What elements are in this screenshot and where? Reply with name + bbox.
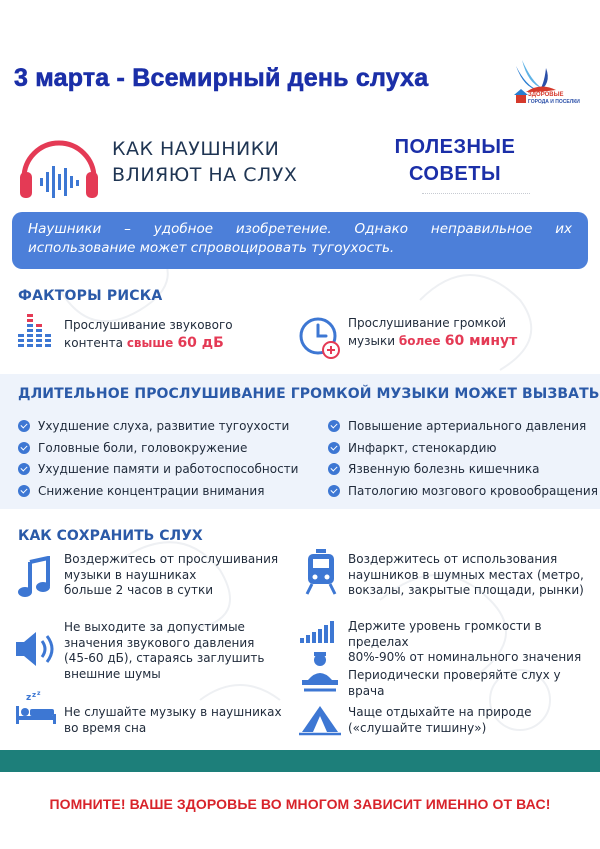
- tip-line: Периодически проверяйте слух у врача: [348, 668, 561, 698]
- list-item: [18, 440, 298, 462]
- list-item: [328, 418, 598, 440]
- keep-hearing-heading: КАК СОХРАНИТЬ СЛУХ: [18, 528, 203, 544]
- tip-noisy-places: [348, 552, 584, 599]
- tip-line: значения звукового давления: [64, 635, 255, 650]
- svg-text:z: z: [26, 693, 32, 703]
- check-icon: [328, 420, 340, 432]
- risk-item-duration-line2: [348, 332, 517, 350]
- risk-item-duration-value: 60 минут: [444, 333, 518, 349]
- equalizer-icon: [16, 312, 58, 352]
- tips-heading-line1: ПОЛЕЗНЫЕ: [394, 136, 516, 158]
- list-item-label: Ухудшение памяти и работоспособности: [38, 462, 299, 476]
- tip-sound-pressure: [64, 620, 264, 682]
- tip-check-hearing: [348, 668, 600, 699]
- risk-item-duration: [348, 314, 517, 350]
- list-item-label: Головные боли, головокружение: [38, 440, 248, 455]
- logo-caption-line1: ЗДОРОВЫЕ: [528, 92, 564, 98]
- list-item-label: Патологию мозгового кровообращения: [348, 483, 598, 498]
- list-item-label: Снижение концентрации внимания: [38, 483, 265, 498]
- tip-line: Не слушайте музыку в наушниках: [64, 705, 282, 719]
- tip-music-duration: [64, 552, 278, 599]
- tip-line: Держите уровень громкости в пределах: [348, 619, 542, 649]
- train-icon: [304, 548, 338, 596]
- tips-heading-line2: СОВЕТЫ: [408, 163, 502, 185]
- tip-line: музыки в наушниках: [64, 567, 197, 582]
- music-note-icon: [18, 556, 52, 598]
- tip-line: («слушайте тишину»): [348, 720, 487, 735]
- list-item: [18, 461, 298, 483]
- tip-line: во время сна: [64, 720, 147, 735]
- risk-item-volume-prefix: контента: [64, 336, 127, 350]
- svg-text:z: z: [32, 691, 37, 699]
- speaker-icon: [14, 628, 58, 670]
- tip-line: Воздержитесь от прослушивания: [64, 552, 279, 566]
- check-icon: [18, 463, 30, 475]
- footer-bar: [0, 750, 600, 772]
- tip-line: больше 2 часов в сутки: [64, 583, 214, 597]
- risk-factors-heading: ФАКТОРЫ РИСКА: [18, 288, 163, 304]
- logo-caption: [528, 92, 580, 106]
- risk-item-volume-accent: свыше: [126, 336, 178, 350]
- tip-sleep: [64, 705, 282, 736]
- headphones-heading-line1: КАК НАУШНИКИ: [112, 138, 280, 160]
- risk-item-volume-line1: Прослушивание звукового: [64, 318, 233, 332]
- check-icon: [18, 420, 30, 432]
- poster-title: 3 марта - Всемирный день слуха: [14, 64, 429, 92]
- tip-nature: [348, 705, 532, 736]
- effects-list-right: [328, 418, 598, 504]
- effects-heading: ДЛИТЕЛЬНОЕ ПРОСЛУШИВАНИЕ ГРОМКОЙ МУЗЫКИ МОЖЕТ ВЫЗВАТЬ: [18, 386, 600, 402]
- tip-line: внешние шумы: [64, 666, 161, 681]
- list-item-label: Ухудшение слуха, развитие тугоухости: [38, 419, 290, 433]
- list-item: [328, 461, 598, 483]
- list-item: [18, 483, 298, 505]
- risk-item-volume-value: 60 дБ: [177, 335, 224, 351]
- headphones-heading-line2: ВЛИЯЮТ НА СЛУХ: [112, 164, 298, 186]
- check-icon: [18, 442, 30, 454]
- list-item-label: Язвенную болезнь кишечника: [348, 462, 540, 476]
- risk-item-duration-line1: Прослушивание громкой: [348, 316, 507, 330]
- headphones-icon: [16, 134, 102, 202]
- divider: [422, 193, 530, 194]
- list-item-label: Инфаркт, стенокардию: [348, 440, 497, 455]
- tip-line: (45-60 дБ), стараясь заглушить: [64, 651, 265, 665]
- risk-item-duration-prefix: музыки: [348, 334, 399, 348]
- tip-line: наушников в шумных местах (метро,: [348, 567, 584, 582]
- check-icon: [328, 463, 340, 475]
- tip-line: Чаще отдыхайте на природе: [348, 705, 532, 719]
- sleeping-icon: [14, 690, 58, 726]
- tip-line: 80%-90% от номинального значения: [348, 650, 582, 664]
- check-icon: [328, 442, 340, 454]
- intro-line1: Наушники – удобное изобретение. Однако неправильное их: [28, 221, 572, 237]
- intro-banner: [12, 212, 588, 269]
- list-item: [18, 418, 298, 440]
- risk-item-volume-line2: [64, 334, 233, 352]
- clock-icon: [298, 316, 342, 360]
- intro-line2: использование может спровоцировать тугоухость.: [28, 240, 395, 256]
- doctor-icon: [298, 650, 342, 694]
- effects-list-left: [18, 418, 298, 504]
- list-item: [328, 483, 598, 505]
- tip-line: вокзалы, закрытые площади, рынки): [348, 583, 584, 597]
- headphones-heading: [112, 136, 297, 188]
- tent-icon: [298, 704, 342, 736]
- logo-caption-line2: ГОРОДА И ПОСЕЛКИ: [528, 99, 580, 105]
- tip-volume-level: [348, 619, 600, 666]
- list-item-label: Повышение артериального давления: [348, 419, 587, 433]
- tip-line: Не выходите за допустимые: [64, 620, 245, 634]
- risk-item-volume: [64, 316, 233, 352]
- risk-item-duration-accent: более: [398, 334, 445, 348]
- tip-line: Воздержитесь от использования: [348, 552, 558, 566]
- check-icon: [18, 485, 30, 497]
- tips-heading: [380, 134, 530, 188]
- check-icon: [328, 485, 340, 497]
- footer-note: ПОМНИТЕ! ВАШЕ ЗДОРОВЬЕ ВО МНОГОМ ЗАВИСИТ ИМЕННО ОТ ВАС!: [49, 796, 551, 812]
- svg-text:z: z: [37, 690, 41, 697]
- volume-bars-icon: [298, 620, 340, 644]
- list-item: [328, 440, 598, 462]
